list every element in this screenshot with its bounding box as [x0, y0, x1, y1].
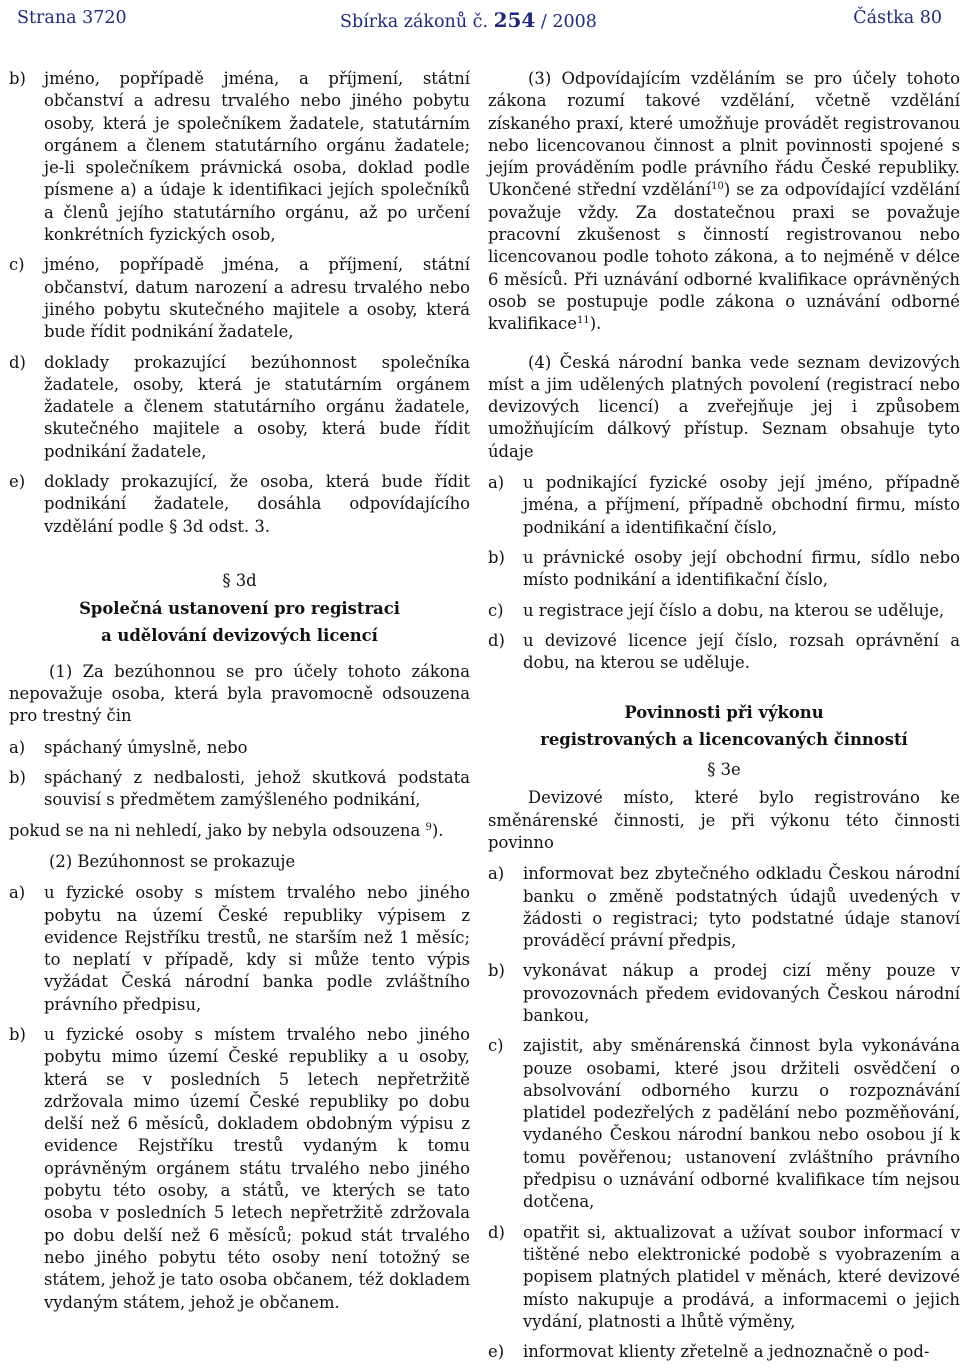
tail-text: pokud se na ni nehledí, jako by nebyla odsouzena: [9, 820, 421, 840]
list-item-1a: [9, 737, 470, 759]
list-item-d: [9, 352, 470, 463]
item-label: d): [488, 1222, 505, 1242]
item-label: c): [9, 255, 25, 275]
section-title-3d-line2: a udělování devizových licencí: [101, 625, 378, 645]
list-item-4b: [488, 547, 960, 592]
item-label: a): [488, 473, 505, 493]
collection-label: Sbírka zákonů č.: [340, 12, 489, 32]
paragraph-5: Devizové místo, které bylo registrováno ke směnárenské činnosti, je při výkonu této činnosti povinno: [488, 788, 960, 852]
item-text: u podnikající fyzické osoby její jméno, případně jména, a příjmení, případně obchodní firmu, místo podnikání a identifikační číslo,: [523, 473, 960, 537]
item-label: a): [9, 737, 26, 757]
duties-title-line1: Povinnosti při výkonu: [624, 703, 824, 723]
footnote-ref-10: 10: [711, 181, 724, 193]
list-item-4d: [488, 630, 960, 675]
para3-part1: (3) Odpovídajícím vzděláním se pro účely tohoto zákona rozumí takové vzdělání, včetně vzdělání získaného praxí, které umožňuje provádět registrovanou nebo licencovanou činnost a plnit povinnosti spojené s jejím prováděním podle právního řádu České republiky. Ukončené střední vzdělání: [488, 69, 960, 200]
section-heading-3e: § 3e: [707, 760, 741, 780]
item-label: c): [488, 1036, 504, 1056]
item-label: e): [9, 472, 26, 492]
item-text: u devizové licence její číslo, rozsah oprávnění a dobu, na kterou se uděluje.: [523, 630, 960, 673]
footnote-ref-11: 11: [576, 315, 590, 327]
item-text: u právnické osoby její obchodní firmu, sídlo nebo místo podnikání a identifikační číslo,: [523, 547, 960, 590]
list-item-4a: [488, 472, 960, 539]
item-text: u registrace její číslo a dobu, na kterou se uděluje,: [523, 600, 945, 620]
page-header: [0, 0, 960, 38]
left-column: [9, 68, 470, 1322]
item-label: e): [488, 1342, 505, 1362]
collection-title: [340, 8, 597, 32]
item-label: c): [488, 600, 504, 620]
list-item-c: [9, 254, 470, 343]
item-text: opatřit si, aktualizovat a užívat soubor informací v tištěné nebo elektronické podobě s vyobrazením a popisem platných platidel v měnách, které devizové místo nakupuje a prodává, a informacemi o jejich vydání, platnosti a lhůtě výměny,: [523, 1222, 960, 1331]
duties-title-line2: registrovaných a licencovaných činností: [540, 729, 908, 749]
footnote-ref-9: 9: [425, 821, 432, 833]
item-text: zajistit, aby směnárenská činnost byla vykonávána pouze osobami, které jsou držiteli osvědčení o absolvování odborného kurzu o rozpoznávání platidel podezřelých z padělání nebo pozměňování, vydaného Českou národní bankou nebo osobou jí k tomu pověřenou; ustanovení zvláštního právního předpisu o uznávání odborné kvalifikace tím nejsou dotčena,: [523, 1036, 960, 1212]
part-number: Částka 80: [853, 8, 942, 28]
item-text: doklady prokazující bezúhonnost společníka žadatele, osoby, která je statutárním orgánem žadatele a členem statutárního orgánu žadatele, skutečného majitele a osoby, která bude řídit podnikání žadatele,: [44, 352, 470, 461]
item-label: a): [488, 864, 505, 884]
item-text: u fyzické osoby s místem trvalého nebo jiného pobytu mimo území České republiky a u osoby, která se v posledních 5 letech nepřetržitě zdržovala mimo území České republiky po dobu delší než 6 měsíců, dokladem obdobným výpisu z evidence Rejstříku trestů vydaným k tomu oprávněným orgánem státu trvalého nebo jiného pobytu této osoby, a států, ve kterých se tato osoba v posledních 5 letech nepřetržitě zdržovala po dobu delší než 6 měsíců; pokud stát trvalého nebo jiného pobytu této osoby není totožný se státem, jehož je tato osoba občanem, též dokladem vydaným státem, jehož je občanem.: [44, 1024, 470, 1312]
paragraph-4: (4) Česká národní banka vede seznam devizových míst a jim udělených platných povolení (registrací nebo devizových licencí) a zveřejňuje jej i způsobem umožňujícím dálkový přístup. Seznam obsahuje tyto údaje: [488, 352, 960, 461]
item-text: spáchaný z nedbalosti, jehož skutková podstata souvisí s předmětem zamýšleného podnikání,: [44, 768, 470, 810]
item-text: doklady prokazující, že osoba, která bude řídit podnikání žadatele, dosáhla odpovídajícího vzdělání podle § 3d odst. 3.: [44, 472, 470, 536]
paragraph-2: (2) Bezúhonnost se prokazuje: [49, 851, 296, 871]
right-column: [488, 68, 960, 1371]
paragraph-1: (1) Za bezúhonnou se pro účely tohoto zákona nepovažuje osoba, která byla pravomocně odsouzena pro trestný čin: [9, 661, 470, 726]
list-item-4c: [488, 600, 960, 622]
item-label: a): [9, 883, 26, 903]
paragraph-1-tail: [9, 820, 470, 842]
list-item-5b: [488, 960, 960, 1027]
item-text: jméno, popřípadě jména, a příjmení, státní občanství, datum narození a adresu trvalého nebo jiného pobytu skutečného majitele a osoby, která bude řídit podnikání žadatele,: [44, 255, 470, 342]
tail-end: ).: [431, 820, 444, 840]
list-item-2b: [9, 1024, 470, 1314]
item-label: b): [9, 69, 26, 88]
item-text: informovat klienty zřetelně a jednoznačně o pod-: [523, 1342, 930, 1362]
list-item-1b: [9, 767, 470, 812]
section-title-3d-line1: Společná ustanovení pro registraci: [79, 599, 400, 619]
list-item-e: [9, 471, 470, 538]
item-text: vykonávat nákup a prodej cizí měny pouze v provozovnách předem evidovaných Českou národní bankou,: [523, 961, 960, 1025]
item-text: spáchaný úmyslně, nebo: [44, 737, 248, 757]
item-text: u fyzické osoby s místem trvalého nebo jiného pobytu na území České republiky výpisem z evidence Rejstříku trestů, ne starším než 1 měsíc; to neplatí v případě, kdy si může tento výpis vyžádat Česká národní banka podle zvláštního právního předpisu,: [44, 883, 470, 1014]
para3-part3: ).: [589, 314, 602, 334]
list-item-5a: [488, 863, 960, 952]
paragraph-3: [488, 68, 960, 336]
law-year: / 2008: [540, 12, 597, 32]
item-label: b): [9, 768, 26, 788]
item-label: d): [488, 630, 505, 650]
law-number: 254: [493, 8, 536, 32]
item-label: d): [9, 352, 26, 372]
item-label: b): [9, 1024, 26, 1044]
section-heading-3d: § 3d: [222, 570, 257, 590]
list-item-5e: [488, 1341, 960, 1363]
list-item-5c: [488, 1035, 960, 1213]
item-text: jméno, popřípadě jména, a příjmení, státní občanství a adresu trvalého nebo jiného pobytu osoby, která je společníkem žadatele, statutárním orgánem a členem statutárního orgánu žadatele; je-li společníkem právnická osoba, doklad podle písmene a) a údaje k identifikaci jejích společníků a členů jejího statutárního orgánu, až po určení konkrétních fyzických osob,: [44, 69, 470, 245]
list-item-b: [9, 68, 470, 246]
item-label: b): [488, 961, 505, 981]
item-label: b): [488, 547, 505, 567]
para3-part2: ) se za odpovídající vzdělání považuje vždy. Za dostatečnou praxi se považuje pracovní zkušenost s činností registrovanou nebo licencovanou podle tohoto zákona, a to nejméně v délce 6 měsíců. Při uznávání odborné kvalifikace oprávněných osob se postupuje podle zákona o uznávání odborné kvalifikace: [488, 180, 960, 334]
list-item-5d: [488, 1222, 960, 1333]
page-number: Strana 3720: [17, 8, 127, 28]
item-text: informovat bez zbytečného odkladu Českou národní banku o změně podstatných údajů uvedených v žádosti o registraci; tyto podstatné údaje stanoví prováděcí právní předpis,: [523, 864, 960, 951]
list-item-2a: [9, 882, 470, 1016]
